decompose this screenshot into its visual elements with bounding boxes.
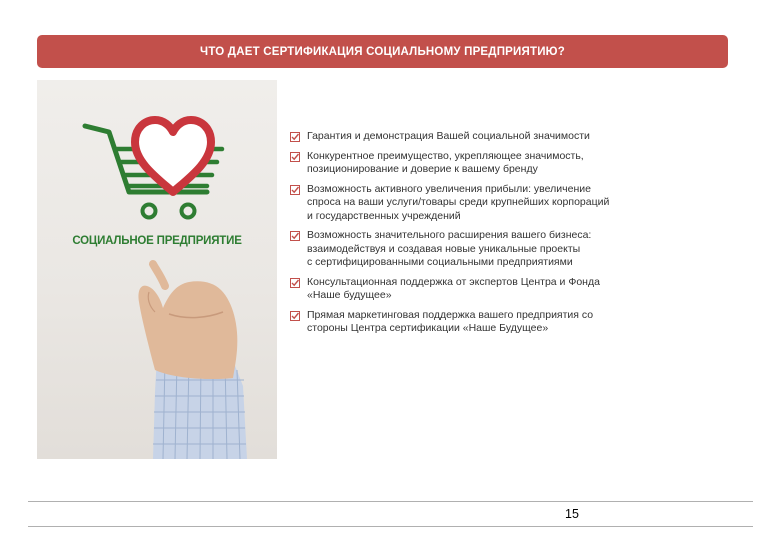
list-item <box>290 309 690 336</box>
list-item-line: Гарантия и демонстрация Вашей социальной значимости <box>307 130 590 142</box>
list-item-line: позиционирование и доверие к вашему бренду <box>307 163 538 175</box>
social-enterprise-image <box>37 80 277 459</box>
checkbox-checked-icon <box>290 278 300 288</box>
list-item-line: Консультационная поддержка от экспертов Центра и Фонда <box>307 275 600 288</box>
list-item <box>290 150 690 177</box>
footer-divider-top <box>28 501 753 502</box>
brand-label: СОЦИАЛЬНОЕ ПРЕДПРИЯТИЕ <box>72 235 242 247</box>
list-item <box>290 130 690 144</box>
checkbox-checked-icon <box>290 132 300 142</box>
checkbox-checked-icon <box>290 185 300 195</box>
slide-title: ЧТО ДАЕТ СЕРТИФИКАЦИЯ СОЦИАЛЬНОМУ ПРЕДПРИЯТИЮ? <box>200 45 565 58</box>
list-item-line: Возможность активного увеличения прибыли: увеличение <box>307 182 591 195</box>
list-item-line: и государственных учреждений <box>307 209 461 222</box>
hand-illustration <box>138 264 247 459</box>
checkbox-checked-icon <box>290 231 300 241</box>
list-item-line: Возможность значительного расширения вашего бизнеса: <box>307 229 592 241</box>
list-item-line: Конкурентное преимущество, укрепляющее значимость, <box>307 149 584 162</box>
list-item-line: Прямая маркетинговая поддержка вашего предприятия со <box>307 308 594 321</box>
page-number: 15 <box>565 507 579 521</box>
list-item-line: стороны Центра сертификации «Наше Будущее» <box>307 322 549 334</box>
list-item-line: «Наше будущее» <box>307 289 392 301</box>
checkbox-checked-icon <box>290 152 300 162</box>
checkbox-checked-icon <box>290 311 300 321</box>
cart-heart-illustration <box>37 80 277 459</box>
list-item-line: взаимодействуя и создавая новые уникальные проекты <box>307 242 581 255</box>
benefits-list <box>290 130 690 342</box>
list-item-line: с сертифицированными социальными предприятиями <box>307 256 573 268</box>
heart-icon <box>135 120 211 192</box>
footer-divider-bottom <box>28 526 753 527</box>
list-item-line: спроса на ваши услуги/товары среди крупнейших корпораций <box>307 196 610 208</box>
list-item <box>290 276 690 303</box>
list-item <box>290 229 690 270</box>
title-banner <box>37 35 728 68</box>
list-item <box>290 183 690 224</box>
